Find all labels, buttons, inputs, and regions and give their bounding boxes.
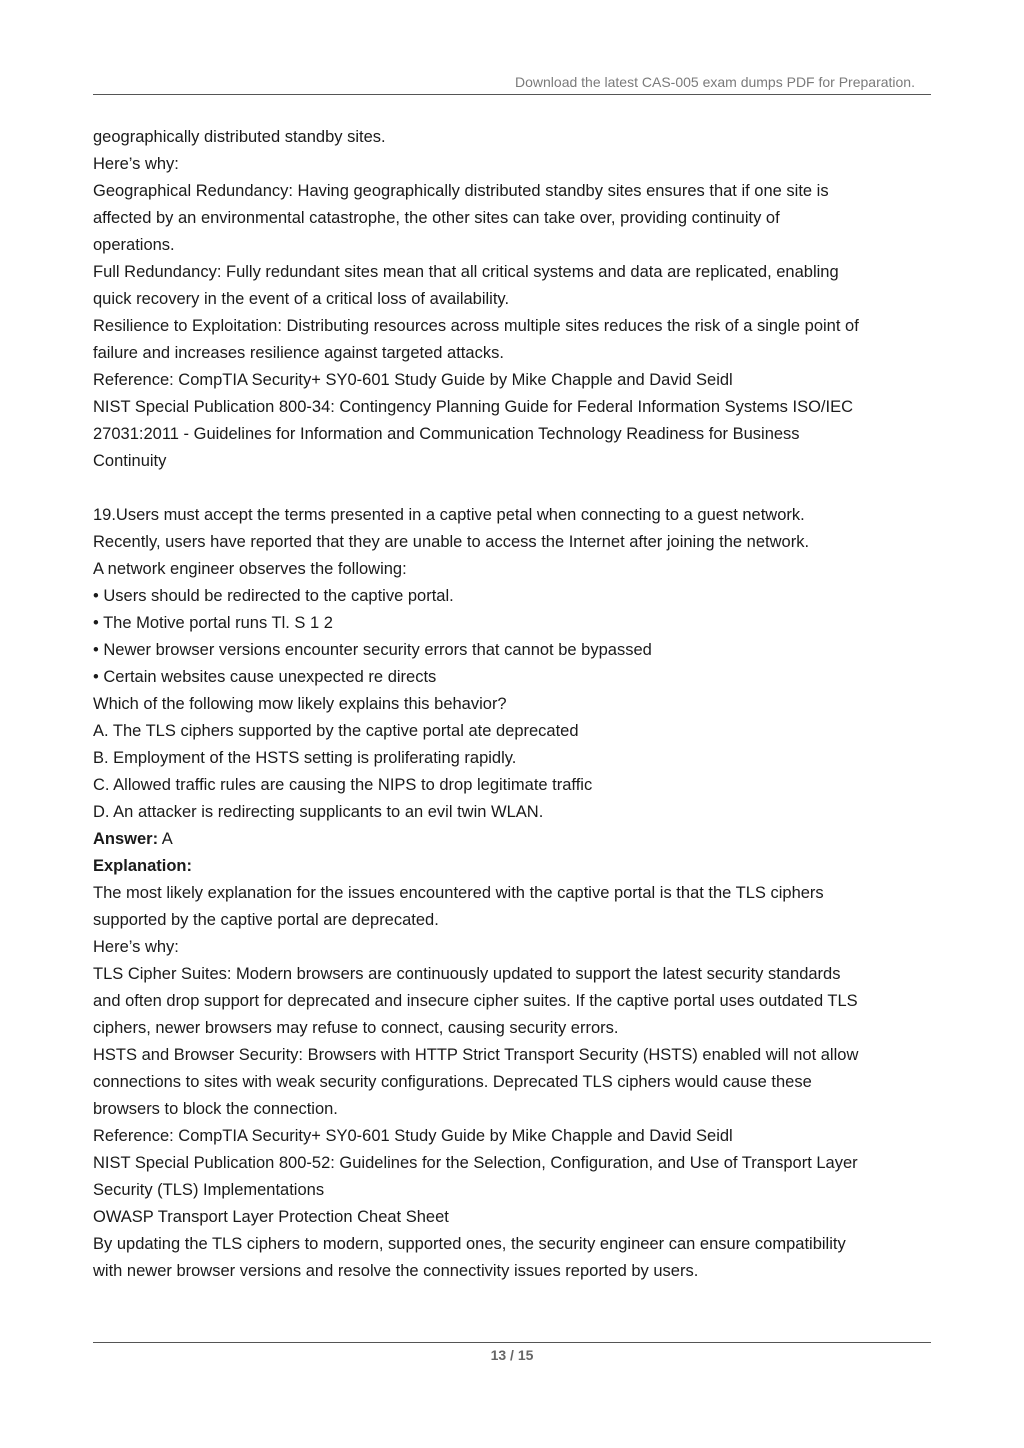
text-line: Resilience to Exploitation: Distributing resources across multiple sites reduces the risk of a single point of bbox=[93, 317, 859, 335]
text-line: • Newer browser versions encounter security errors that cannot be bypassed bbox=[93, 641, 652, 659]
text-line: A network engineer observes the following: bbox=[93, 560, 407, 578]
text-line: connections to sites with weak security configurations. Deprecated TLS ciphers would cause these bbox=[93, 1073, 812, 1091]
text-line: B. Employment of the HSTS setting is proliferating rapidly. bbox=[93, 749, 517, 767]
text-line: D. An attacker is redirecting supplicants to an evil twin WLAN. bbox=[93, 803, 544, 821]
text-line: Recently, users have reported that they are unable to access the Internet after joining the network. bbox=[93, 533, 810, 551]
text-line: supported by the captive portal are deprecated. bbox=[93, 911, 439, 929]
explanation-label: Explanation: bbox=[93, 857, 193, 875]
page-footer bbox=[93, 1342, 931, 1363]
answer-line bbox=[93, 826, 943, 853]
text-line: Geographical Redundancy: Having geographically distributed standby sites ensures that if one site is bbox=[93, 182, 829, 200]
text-line: NIST Special Publication 800-52: Guidelines for the Selection, Configuration, and Use of Transport Layer bbox=[93, 1154, 858, 1172]
text-line: failure and increases resilience against targeted attacks. bbox=[93, 344, 504, 362]
text-line: and often drop support for deprecated and insecure cipher suites. If the captive portal uses outdated TLS bbox=[93, 992, 858, 1010]
text-line: • Certain websites cause unexpected re directs bbox=[93, 668, 437, 686]
answer-label: Answer: bbox=[93, 830, 159, 848]
text-line: Here’s why: bbox=[93, 155, 179, 173]
page-header bbox=[93, 72, 931, 95]
text-line: • Users should be redirected to the captive portal. bbox=[93, 587, 454, 605]
text-line: Here’s why: bbox=[93, 938, 179, 956]
text-line: Continuity bbox=[93, 452, 167, 470]
text-line: NIST Special Publication 800-34: Contingency Planning Guide for Federal Information Systems ISO/IEC bbox=[93, 398, 853, 416]
text-line: 19.Users must accept the terms presented in a captive petal when connecting to a guest network. bbox=[93, 506, 805, 524]
section-previous-explanation bbox=[93, 124, 943, 475]
text-line: geographically distributed standby sites. bbox=[93, 128, 386, 146]
text-line: Reference: CompTIA Security+ SY0-601 Study Guide by Mike Chapple and David Seidl bbox=[93, 371, 733, 389]
text-line: HSTS and Browser Security: Browsers with HTTP Strict Transport Security (HSTS) enabled will not allow bbox=[93, 1046, 859, 1064]
header-text: Download the latest CAS-005 exam dumps PDF for Preparation. bbox=[515, 74, 915, 90]
text-line: with newer browser versions and resolve the connectivity issues reported by users. bbox=[93, 1262, 699, 1280]
text-line: Reference: CompTIA Security+ SY0-601 Study Guide by Mike Chapple and David Seidl bbox=[93, 1127, 733, 1145]
text-line: browsers to block the connection. bbox=[93, 1100, 338, 1118]
answer-value: A bbox=[158, 830, 173, 848]
text-line: Which of the following mow likely explains this behavior? bbox=[93, 695, 507, 713]
text-line: 27031:2011 - Guidelines for Information and Communication Technology Readiness for Business bbox=[93, 425, 800, 443]
text-line: A. The TLS ciphers supported by the captive portal ate deprecated bbox=[93, 722, 579, 740]
section-question-19 bbox=[93, 502, 943, 826]
text-line: Full Redundancy: Fully redundant sites mean that all critical systems and data are replicated, enabling bbox=[93, 263, 839, 281]
text-line: C. Allowed traffic rules are causing the NIPS to drop legitimate traffic bbox=[93, 776, 593, 794]
text-line: operations. bbox=[93, 236, 175, 254]
text-line: TLS Cipher Suites: Modern browsers are continuously updated to support the latest security standards bbox=[93, 965, 841, 983]
text-line: OWASP Transport Layer Protection Cheat Sheet bbox=[93, 1208, 449, 1226]
text-line: affected by an environmental catastrophe, the other sites can take over, providing continuity of bbox=[93, 209, 780, 227]
text-line: quick recovery in the event of a critical loss of availability. bbox=[93, 290, 510, 308]
section-explanation bbox=[93, 880, 943, 1285]
text-line: • The Motive portal runs Tl. S 1 2 bbox=[93, 614, 333, 632]
paragraph-gap bbox=[93, 475, 943, 502]
text-line: By updating the TLS ciphers to modern, supported ones, the security engineer can ensure compatibility bbox=[93, 1235, 846, 1253]
page-number: 13 / 15 bbox=[490, 1347, 534, 1363]
text-line: ciphers, newer browsers may refuse to connect, causing security errors. bbox=[93, 1019, 619, 1037]
text-line: Security (TLS) Implementations bbox=[93, 1181, 325, 1199]
document-body bbox=[93, 124, 943, 1285]
text-line: The most likely explanation for the issues encountered with the captive portal is that the TLS ciphers bbox=[93, 884, 824, 902]
